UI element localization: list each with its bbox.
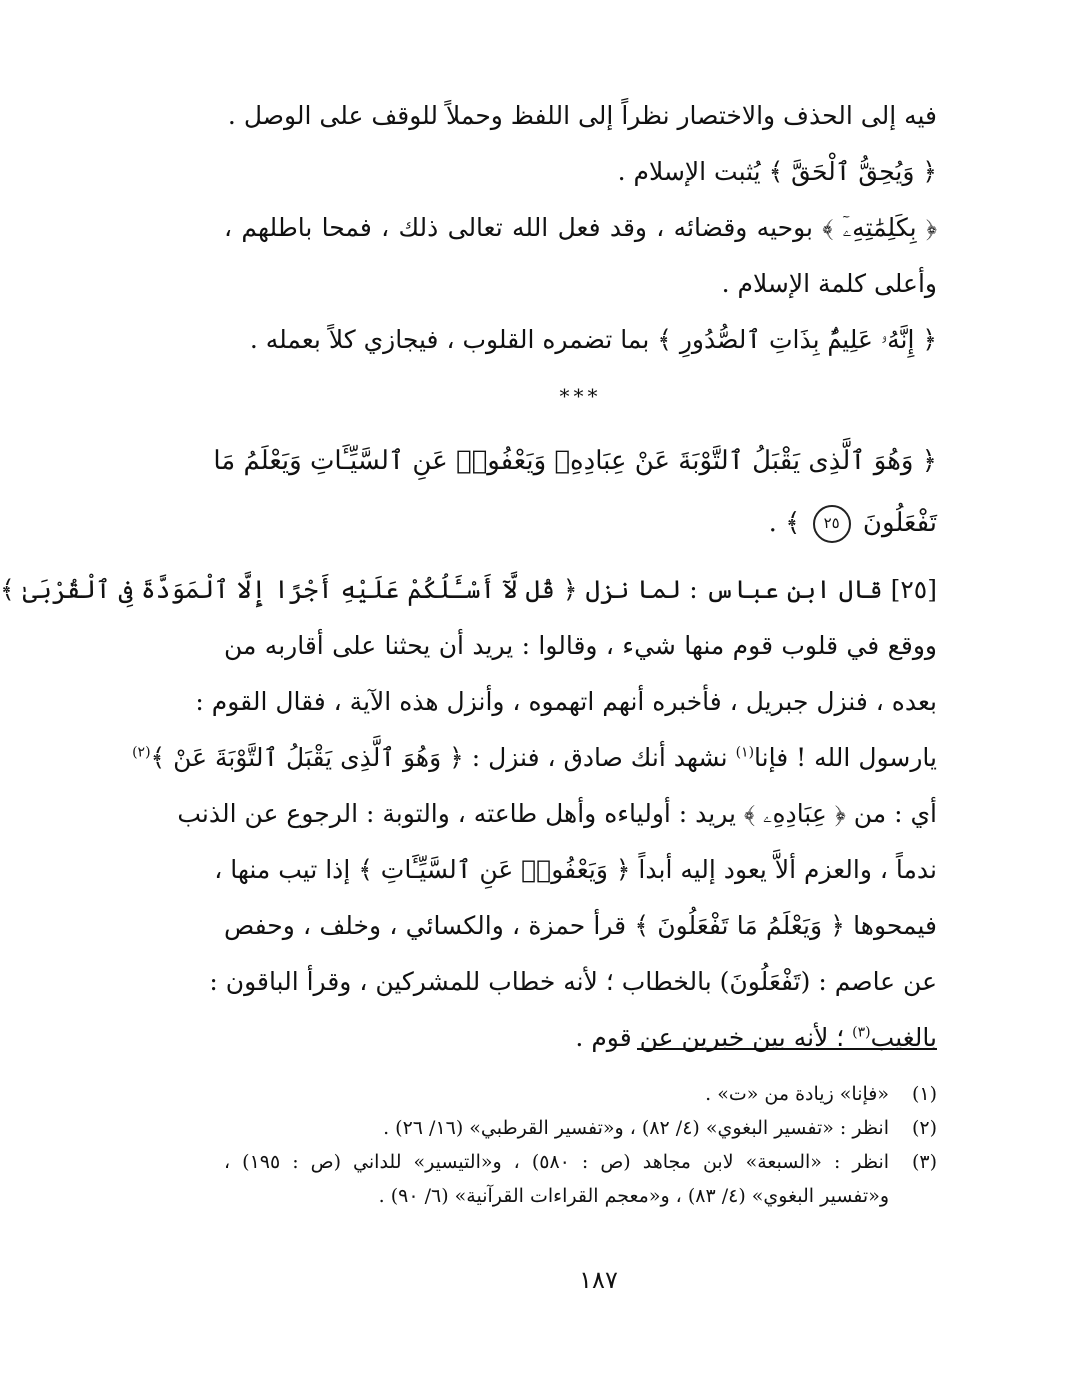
text-span: بالغيب xyxy=(870,1023,937,1052)
text-line: بعده ، فنزل جبريل ، فأخبره أنهم اتهموه ، وأنزل هذه الآية ، فقال القوم : xyxy=(195,687,937,716)
footnote-ref: (٣) xyxy=(852,1024,871,1041)
verse-word: تَفْعَلُونَ xyxy=(862,508,937,538)
footnote-number: (٣) xyxy=(911,1151,937,1173)
text-span: ؛ لأنه بين خبرين عن قوم . xyxy=(575,1023,853,1052)
text-line xyxy=(224,1010,937,1066)
text-line: أي : من ﴿ عِبَادِهِۦ ﴾ يريد : أولياءه وأهل طاعته ، والتوبة : الرجوع عن الذنب xyxy=(177,799,937,828)
footnote-text-line: انظر : «السبعة» لابن مجاهد (ص : ٥٨٠) ، و«التيسير» للداني (ص : ١٩٥) ، xyxy=(224,1151,890,1173)
verse-closing: ﴾ . xyxy=(768,508,801,538)
quran-verse-block xyxy=(213,430,937,554)
page-number: ١٨٧ xyxy=(579,1266,618,1294)
text-line: فيمحوها ﴿ وَيَعْلَمُ مَا تَفْعَلُونَ ﴾ قرأ حمزة ، والكسائي ، وخلف ، وحفص xyxy=(224,911,937,940)
text-line: ندماً ، والعزم ألاَّ يعود إليه أبداً ﴿ وَيَعْفُوا۟ عَنِ ٱلسَّيِّـَٔاتِ ﴾ إذا تيب منها ، xyxy=(214,855,937,884)
text-line: ﴿ بِكَلِمَٰتِهِۦٓ ﴾ بوحيه وقضائه ، وقد فعل الله تعالى ذلك ، فمحا باطلهم ، xyxy=(224,213,937,242)
text-span: يارسول الله ! فإنا xyxy=(754,743,937,772)
footnote-ref: (٢) xyxy=(132,744,151,761)
verse-line: ﴿ وَهُوَ ٱلَّذِى يَقْبَلُ ٱلتَّوْبَةَ عَنْ عِبَادِهِۦ وَيَعْفُوا۟ عَنِ ٱلسَّيِّـَٔاتِ وَيَعْلَمُ مَا xyxy=(213,446,937,476)
footnote-number: (١) xyxy=(911,1083,937,1105)
text-line: [٢٥] قال ابن عباس : لما نزل ﴿ قُل لَّآ أَسْـَٔلُكُمْ عَلَيْهِ أَجْرًا إِلَّا ٱلْمَوَدَّةَ فِى ٱلْقُرْبَىٰ ﴾ xyxy=(0,575,937,604)
verse-line xyxy=(224,492,937,554)
text-span: نشهد أنك صادق ، فنزل : ﴿ وَهُوَ ٱلَّذِى يَقْبَلُ ٱلتَّوْبَةَ عَنْ ﴾ xyxy=(150,743,736,772)
footnote-separator-rule xyxy=(637,1048,937,1050)
section-separator: *** xyxy=(559,384,602,408)
text-line xyxy=(132,730,937,786)
footnote-item xyxy=(224,1145,937,1213)
aya-number-marker: ٢٥ xyxy=(813,505,851,543)
commentary-paragraph xyxy=(0,562,937,1066)
text-line: وأعلى كلمة الإسلام . xyxy=(721,269,937,298)
footnote-ref: (١) xyxy=(735,744,755,761)
verse-fragment-line: ﴿ وَيُحِقُّ ٱلْحَقَّ ﴾ يُثبت الإسلام . xyxy=(617,157,937,186)
text-line: ﴿ إِنَّهُۥ عَلِيمٌۢ بِذَاتِ ٱلصُّدُورِ ﴾ بما تضمره القلوب ، فيجازي كلاً بعمله . xyxy=(249,325,937,354)
footnote-item xyxy=(224,1077,937,1111)
text-line: عن عاصم : (تَفْعَلُونَ) بالخطاب ؛ لأنه خطاب للمشركين ، وقرأ الباقون : xyxy=(209,967,937,996)
footnote-text xyxy=(224,1145,889,1213)
footnote-text: «فإنا» زيادة من «ت» . xyxy=(705,1083,889,1105)
top-paragraphs xyxy=(224,88,937,424)
text-line: ووقع في قلوب قوم منها شيء ، وقالوا : يريد أن يحثنا على أقاربه من xyxy=(224,631,937,660)
text-line: فيه إلى الحذف والاختصار نظراً إلى اللفظ وحملاً للوقف على الوصل . xyxy=(227,101,937,130)
footnote-text: انظر : «تفسير البغوي» (٤/ ٨٢) ، و«تفسير القرطبي» (١٦/ ٢٦) . xyxy=(383,1117,889,1139)
footnote-text-line: و«تفسير البغوي» (٤/ ٨٣) ، و«معجم القراءات القرآنية» (٦/ ٩٠) . xyxy=(378,1185,889,1207)
footnotes xyxy=(224,1077,937,1213)
footnote-number: (٢) xyxy=(911,1117,937,1139)
footnote-item xyxy=(224,1111,937,1145)
